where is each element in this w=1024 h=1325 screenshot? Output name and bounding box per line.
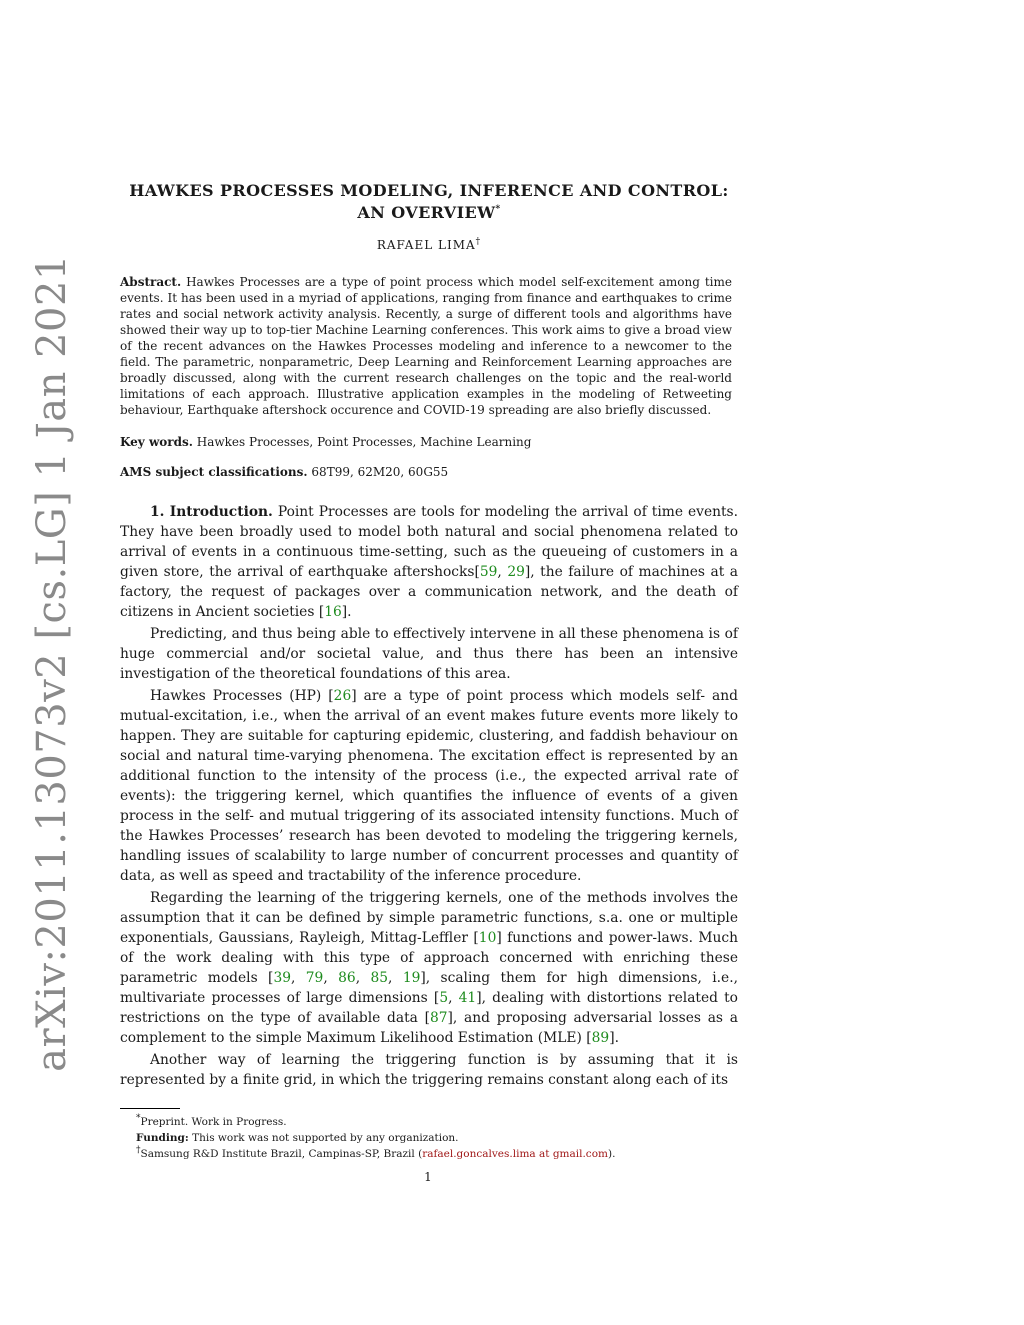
author-footnote-mark: †: [475, 237, 482, 247]
introduction-section: [120, 502, 738, 1090]
text-run: ,: [291, 970, 306, 986]
title-footnote-mark: *: [495, 204, 501, 215]
keywords-label: Key words.: [120, 435, 193, 449]
footnote-text: Preprint. Work in Progress.: [140, 1116, 287, 1128]
keywords-text: Hawkes Processes, Point Processes, Machine Learning: [196, 435, 532, 449]
affiliation-text: Samsung R&D Institute Brazil, Campinas-SP, Brazil (: [140, 1148, 423, 1160]
arxiv-identifier: arXiv:2011.13073v2 [cs.LG] 1 Jan 2021: [29, 253, 75, 1072]
section-title: 1. Introduction.: [150, 504, 273, 520]
text-run: ,: [448, 990, 459, 1006]
intro-paragraph-4: [120, 888, 738, 1048]
citation-link[interactable]: 5: [439, 990, 449, 1006]
text-run: ], dealing with distortions related to restrictions on the type of available data [: [120, 990, 738, 1026]
text-run: ,: [497, 564, 508, 580]
citation-link[interactable]: 89: [591, 1030, 610, 1046]
text-run: Hawkes Processes (HP) [: [150, 688, 334, 704]
funding-label: Funding:: [136, 1132, 189, 1144]
intro-paragraph-3: [120, 686, 738, 886]
author-name: RAFAEL LIMA: [376, 238, 476, 252]
text-run: ,: [388, 970, 403, 986]
text-run: ], and proposing adversarial losses as a complement to the simple Maximum Likelihood Estimation (MLE) [: [120, 1010, 738, 1046]
citation-link[interactable]: 26: [333, 688, 352, 704]
footnote-mark: *: [136, 1113, 141, 1124]
paper-page: [120, 180, 738, 1092]
text-run: ,: [355, 970, 371, 986]
ams-text: 68T99, 62M20, 60G55: [311, 465, 449, 479]
title-line-2: AN OVERVIEW: [357, 203, 496, 222]
text-run: ] are a type of point process which models self- and mutual-excitation, i.e., when the arrival of an event makes future events more likely to happen. They are suitable for capturing epidemic, clustering, and faddish behaviour on social and natural time-varying phenomena. The excitation effect is represented by an additional function to the intensity of the process (i.e., the expected arrival rate of events): the triggering kernel, which quantifies the influence of events of a given process in the self- and mutual triggering of its associated intensity functions. Much of the Hawkes Processes’ research has been devoted to modeling the triggering kernels, handling issues of scalability to large number of concurrent processes and quantity of data, as well as speed and tractability of the inference procedure.: [120, 688, 738, 884]
text-run: ], scaling them for high dimensions, i.e., multivariate processes of large dimensions [: [120, 970, 738, 1006]
citation-link[interactable]: 39: [273, 970, 291, 986]
intro-paragraph-5: Another way of learning the triggering function is by assuming that it is represented by a finite grid, in which the triggering remains constant along each of its: [120, 1052, 738, 1088]
text-run: ] functions and power-laws. Much of the work dealing with this type of approach concerned with enriching these parametric models [: [120, 930, 738, 986]
citation-link[interactable]: 59: [479, 564, 498, 580]
ams-classifications: [120, 464, 738, 480]
page-number: 1: [424, 1170, 432, 1184]
funding-text: This work was not supported by any organization.: [192, 1132, 459, 1144]
citation-link[interactable]: 10: [478, 930, 497, 946]
citation-link[interactable]: 41: [458, 990, 477, 1006]
text-run: ], the failure of machines at a factory, the request of packages over a communication network, and the death of citizens in Ancient societies [: [120, 564, 738, 620]
affiliation-text-end: ).: [607, 1148, 616, 1160]
citation-link[interactable]: 29: [507, 564, 525, 580]
footnote-rule: [120, 1108, 180, 1109]
abstract-label: Abstract.: [120, 275, 182, 289]
paper-title: [120, 180, 738, 224]
intro-paragraph-2: Predicting, and thus being able to effectively intervene in all these phenomena is of huge commercial and/or societal value, and thus there has been an intensive investigation of the theoretical foundations of this area.: [120, 626, 738, 682]
abstract-text: Hawkes Processes are a type of point process which model self-excitement among time events. It has been used in a myriad of applications, ranging from finance and earthquakes to crime rates and social network activity analysis. Recently, a surge of different tools and algorithms have showed their way up to top-tier Machine Learning conferences. This work aims to give a broad view of the recent advances on the Hawkes Processes modeling and inference to a newcomer to the field. The parametric, nonparametric, Deep Learning and Reinforcement Learning approaches are broadly discussed, along with the current research challenges on the topic and the real-world limitations of each approach. Illustrative application examples in the modeling of Retweeting behaviour, Earthquake aftershock occurence and COVID-19 spreading are also briefly discussed.: [120, 275, 732, 417]
footnote-affiliation: [136, 1146, 736, 1162]
citation-link[interactable]: 86: [338, 970, 356, 986]
footnotes: [136, 1114, 736, 1162]
intro-paragraph-1: [120, 502, 738, 622]
ams-label: AMS subject classifications.: [120, 465, 308, 479]
arxiv-sidebar: [26, 253, 78, 1072]
footnote-mark: †: [136, 1145, 141, 1156]
keywords: [120, 434, 738, 450]
text-run: ].: [341, 604, 352, 620]
footnote-preprint: [136, 1114, 736, 1130]
abstract: [120, 274, 738, 418]
footnote-funding: [136, 1130, 736, 1146]
citation-link[interactable]: 87: [429, 1010, 448, 1026]
text-run: Point Processes are tools for modeling the arrival of time events. They have been broadly used to model both natural and social phenomena related to arrival of events in a continuous time-setting, such as the queueing of customers in a given store, the arrival of earthquake aftershocks[: [120, 504, 739, 580]
text-run: ].: [609, 1030, 619, 1046]
text-run: ,: [323, 970, 339, 986]
citation-link[interactable]: 79: [305, 970, 324, 986]
title-line-1: HAWKES PROCESSES MODELING, INFERENCE AND CONTROL:: [129, 181, 729, 200]
email-link[interactable]: rafael.goncalves.lima at gmail.com: [422, 1148, 608, 1160]
citation-link[interactable]: 85: [370, 970, 389, 986]
citation-link[interactable]: 16: [324, 604, 342, 620]
text-run: Regarding the learning of the triggering kernels, one of the methods involves the assumption that it can be defined by simple parametric functions, s.a. one or multiple exponentials, Gaussians, Rayleigh, Mittag-Leffler [: [120, 890, 738, 946]
citation-link[interactable]: 19: [402, 970, 421, 986]
author-line: [120, 238, 738, 252]
